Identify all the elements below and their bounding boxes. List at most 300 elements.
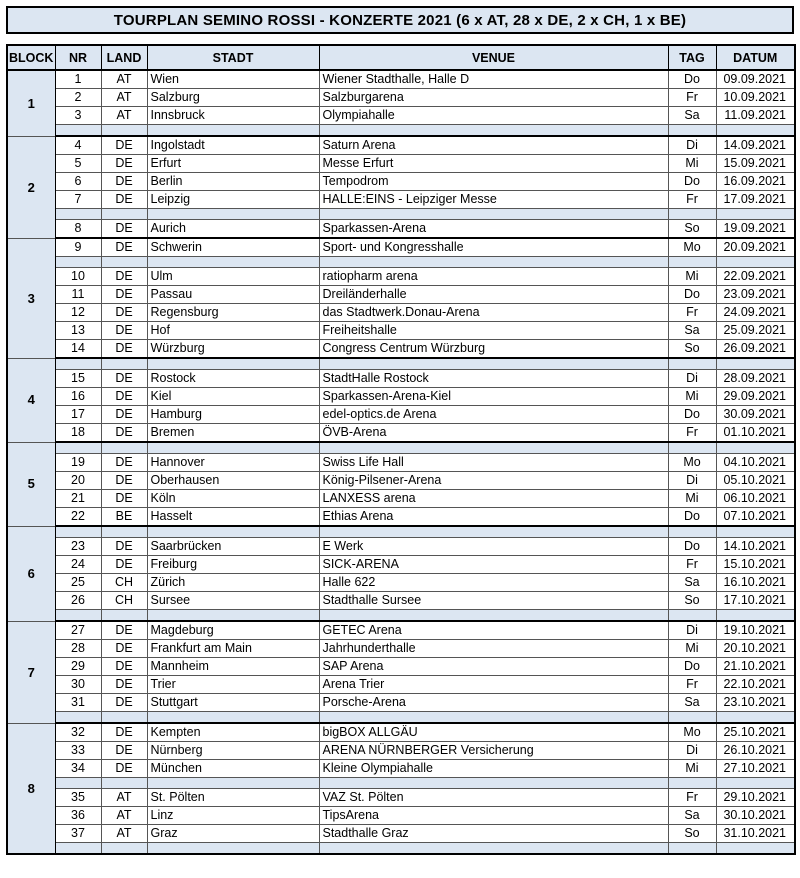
cell-stadt: Hof bbox=[147, 322, 319, 340]
cell-land: DE bbox=[101, 676, 147, 694]
cell-tag: Mi bbox=[668, 760, 716, 778]
cell-venue: Sparkassen-Arena bbox=[319, 220, 668, 239]
cell-nr: 26 bbox=[55, 592, 101, 610]
separator-row bbox=[7, 843, 795, 855]
cell-stadt: Oberhausen bbox=[147, 472, 319, 490]
cell-datum: 24.09.2021 bbox=[716, 304, 795, 322]
table-row bbox=[7, 388, 795, 406]
table-row bbox=[7, 424, 795, 443]
cell-tag: Mi bbox=[668, 388, 716, 406]
cell-nr: 20 bbox=[55, 472, 101, 490]
cell-stadt: Frankfurt am Main bbox=[147, 640, 319, 658]
cell-land: AT bbox=[101, 807, 147, 825]
cell-datum: 14.10.2021 bbox=[716, 538, 795, 556]
cell-datum: 17.09.2021 bbox=[716, 191, 795, 209]
separator-cell bbox=[319, 209, 668, 220]
separator-cell bbox=[101, 358, 147, 370]
cell-venue: SICK-ARENA bbox=[319, 556, 668, 574]
cell-venue: GETEC Arena bbox=[319, 621, 668, 640]
cell-stadt: Regensburg bbox=[147, 304, 319, 322]
separator-cell bbox=[147, 843, 319, 855]
cell-stadt: Hasselt bbox=[147, 508, 319, 527]
table-row bbox=[7, 268, 795, 286]
cell-nr: 36 bbox=[55, 807, 101, 825]
cell-datum: 29.10.2021 bbox=[716, 789, 795, 807]
cell-land: AT bbox=[101, 789, 147, 807]
separator-cell bbox=[147, 358, 319, 370]
separator-cell bbox=[319, 610, 668, 622]
cell-datum: 20.10.2021 bbox=[716, 640, 795, 658]
cell-land: AT bbox=[101, 107, 147, 125]
cell-venue: StadtHalle Rostock bbox=[319, 370, 668, 388]
separator-row bbox=[7, 442, 795, 454]
cell-datum: 27.10.2021 bbox=[716, 760, 795, 778]
separator-cell bbox=[55, 442, 101, 454]
cell-land: AT bbox=[101, 70, 147, 89]
separator-cell bbox=[101, 125, 147, 137]
cell-nr: 35 bbox=[55, 789, 101, 807]
separator-cell bbox=[147, 442, 319, 454]
separator-cell bbox=[716, 610, 795, 622]
table-row bbox=[7, 742, 795, 760]
cell-stadt: Kiel bbox=[147, 388, 319, 406]
block-label: 1 bbox=[7, 70, 55, 136]
cell-venue: Halle 622 bbox=[319, 574, 668, 592]
cell-nr: 15 bbox=[55, 370, 101, 388]
cell-land: DE bbox=[101, 538, 147, 556]
cell-nr: 28 bbox=[55, 640, 101, 658]
separator-cell bbox=[55, 526, 101, 538]
cell-tag: Mi bbox=[668, 640, 716, 658]
table-row bbox=[7, 286, 795, 304]
separator-cell bbox=[716, 209, 795, 220]
cell-tag: Fr bbox=[668, 676, 716, 694]
cell-tag: So bbox=[668, 220, 716, 239]
cell-nr: 18 bbox=[55, 424, 101, 443]
block-label: 8 bbox=[7, 723, 55, 854]
separator-row bbox=[7, 257, 795, 268]
cell-venue: VAZ St. Pölten bbox=[319, 789, 668, 807]
separator-cell bbox=[668, 712, 716, 724]
separator-cell bbox=[101, 778, 147, 789]
cell-datum: 07.10.2021 bbox=[716, 508, 795, 527]
separator-cell bbox=[716, 778, 795, 789]
cell-venue: HALLE:EINS - Leipziger Messe bbox=[319, 191, 668, 209]
table-row bbox=[7, 406, 795, 424]
cell-stadt: Rostock bbox=[147, 370, 319, 388]
cell-venue: Kleine Olympiahalle bbox=[319, 760, 668, 778]
cell-datum: 19.09.2021 bbox=[716, 220, 795, 239]
cell-venue: LANXESS arena bbox=[319, 490, 668, 508]
cell-nr: 30 bbox=[55, 676, 101, 694]
separator-cell bbox=[319, 442, 668, 454]
cell-venue: Tempodrom bbox=[319, 173, 668, 191]
separator-cell bbox=[319, 125, 668, 137]
cell-tag: Mi bbox=[668, 155, 716, 173]
cell-datum: 21.10.2021 bbox=[716, 658, 795, 676]
cell-tag: Mo bbox=[668, 723, 716, 742]
cell-tag: Mi bbox=[668, 268, 716, 286]
cell-nr: 31 bbox=[55, 694, 101, 712]
separator-cell bbox=[147, 778, 319, 789]
separator-cell bbox=[147, 712, 319, 724]
separator-row bbox=[7, 610, 795, 622]
cell-stadt: Ulm bbox=[147, 268, 319, 286]
separator-cell bbox=[668, 610, 716, 622]
cell-venue: Sparkassen-Arena-Kiel bbox=[319, 388, 668, 406]
header-nr: NR bbox=[55, 45, 101, 70]
cell-tag: Di bbox=[668, 370, 716, 388]
table-row bbox=[7, 173, 795, 191]
cell-venue: Stadthalle Sursee bbox=[319, 592, 668, 610]
table-row bbox=[7, 472, 795, 490]
cell-datum: 19.10.2021 bbox=[716, 621, 795, 640]
cell-land: DE bbox=[101, 406, 147, 424]
cell-land: DE bbox=[101, 370, 147, 388]
cell-datum: 28.09.2021 bbox=[716, 370, 795, 388]
cell-stadt: Freiburg bbox=[147, 556, 319, 574]
cell-land: DE bbox=[101, 694, 147, 712]
cell-nr: 8 bbox=[55, 220, 101, 239]
cell-nr: 4 bbox=[55, 136, 101, 155]
cell-nr: 27 bbox=[55, 621, 101, 640]
separator-cell bbox=[716, 358, 795, 370]
cell-tag: Sa bbox=[668, 807, 716, 825]
cell-stadt: München bbox=[147, 760, 319, 778]
separator-cell bbox=[668, 358, 716, 370]
cell-stadt: Würzburg bbox=[147, 340, 319, 359]
cell-nr: 12 bbox=[55, 304, 101, 322]
table-row bbox=[7, 89, 795, 107]
separator-cell bbox=[55, 125, 101, 137]
cell-venue: Ethias Arena bbox=[319, 508, 668, 527]
cell-land: DE bbox=[101, 760, 147, 778]
cell-venue: Arena Trier bbox=[319, 676, 668, 694]
table-row bbox=[7, 304, 795, 322]
cell-land: CH bbox=[101, 574, 147, 592]
cell-nr: 24 bbox=[55, 556, 101, 574]
cell-tag: Do bbox=[668, 538, 716, 556]
separator-row bbox=[7, 125, 795, 137]
separator-cell bbox=[668, 125, 716, 137]
table-row bbox=[7, 694, 795, 712]
cell-stadt: Magdeburg bbox=[147, 621, 319, 640]
cell-land: DE bbox=[101, 658, 147, 676]
separator-cell bbox=[101, 257, 147, 268]
cell-venue: Swiss Life Hall bbox=[319, 454, 668, 472]
separator-cell bbox=[101, 442, 147, 454]
header-datum: DATUM bbox=[716, 45, 795, 70]
cell-tag: Fr bbox=[668, 556, 716, 574]
separator-cell bbox=[147, 125, 319, 137]
cell-land: DE bbox=[101, 742, 147, 760]
separator-cell bbox=[101, 610, 147, 622]
cell-nr: 25 bbox=[55, 574, 101, 592]
cell-datum: 26.10.2021 bbox=[716, 742, 795, 760]
cell-datum: 01.10.2021 bbox=[716, 424, 795, 443]
cell-land: DE bbox=[101, 155, 147, 173]
cell-nr: 34 bbox=[55, 760, 101, 778]
block-label: 2 bbox=[7, 136, 55, 238]
cell-datum: 06.10.2021 bbox=[716, 490, 795, 508]
cell-stadt: Innsbruck bbox=[147, 107, 319, 125]
table-row bbox=[7, 760, 795, 778]
separator-cell bbox=[55, 257, 101, 268]
cell-stadt: Linz bbox=[147, 807, 319, 825]
table-row bbox=[7, 191, 795, 209]
cell-stadt: Aurich bbox=[147, 220, 319, 239]
cell-venue: Dreiländerhalle bbox=[319, 286, 668, 304]
cell-nr: 13 bbox=[55, 322, 101, 340]
separator-cell bbox=[716, 712, 795, 724]
cell-land: DE bbox=[101, 340, 147, 359]
cell-nr: 33 bbox=[55, 742, 101, 760]
cell-tag: Do bbox=[668, 286, 716, 304]
cell-land: DE bbox=[101, 640, 147, 658]
cell-tag: So bbox=[668, 340, 716, 359]
cell-venue: König-Pilsener-Arena bbox=[319, 472, 668, 490]
block-label: 6 bbox=[7, 526, 55, 621]
cell-datum: 25.09.2021 bbox=[716, 322, 795, 340]
cell-stadt: Ingolstadt bbox=[147, 136, 319, 155]
cell-nr: 5 bbox=[55, 155, 101, 173]
cell-stadt: Leipzig bbox=[147, 191, 319, 209]
cell-stadt: Salzburg bbox=[147, 89, 319, 107]
cell-datum: 15.09.2021 bbox=[716, 155, 795, 173]
cell-tag: Mi bbox=[668, 490, 716, 508]
cell-tag: So bbox=[668, 592, 716, 610]
cell-stadt: Mannheim bbox=[147, 658, 319, 676]
cell-land: DE bbox=[101, 268, 147, 286]
table-row bbox=[7, 107, 795, 125]
cell-nr: 10 bbox=[55, 268, 101, 286]
table-row bbox=[7, 825, 795, 843]
cell-datum: 23.10.2021 bbox=[716, 694, 795, 712]
table-row bbox=[7, 723, 795, 742]
cell-datum: 10.09.2021 bbox=[716, 89, 795, 107]
tour-table bbox=[6, 44, 796, 855]
cell-stadt: Hamburg bbox=[147, 406, 319, 424]
table-row bbox=[7, 155, 795, 173]
cell-land: DE bbox=[101, 191, 147, 209]
cell-nr: 22 bbox=[55, 508, 101, 527]
table-row bbox=[7, 556, 795, 574]
cell-stadt: Hannover bbox=[147, 454, 319, 472]
separator-row bbox=[7, 778, 795, 789]
cell-nr: 11 bbox=[55, 286, 101, 304]
header-row bbox=[7, 45, 795, 70]
cell-venue: Salzburgarena bbox=[319, 89, 668, 107]
cell-land: DE bbox=[101, 454, 147, 472]
cell-land: DE bbox=[101, 304, 147, 322]
cell-land: BE bbox=[101, 508, 147, 527]
cell-venue: Jahrhunderthalle bbox=[319, 640, 668, 658]
page-title: TOURPLAN SEMINO ROSSI - KONZERTE 2021 (6 x AT, 28 x DE, 2 x CH, 1 x BE) bbox=[6, 6, 794, 34]
cell-datum: 30.09.2021 bbox=[716, 406, 795, 424]
cell-venue: ÖVB-Arena bbox=[319, 424, 668, 443]
table-row bbox=[7, 490, 795, 508]
cell-stadt: Erfurt bbox=[147, 155, 319, 173]
cell-stadt: Zürich bbox=[147, 574, 319, 592]
cell-datum: 25.10.2021 bbox=[716, 723, 795, 742]
cell-venue: ratiopharm arena bbox=[319, 268, 668, 286]
cell-venue: edel-optics.de Arena bbox=[319, 406, 668, 424]
cell-datum: 22.10.2021 bbox=[716, 676, 795, 694]
cell-datum: 09.09.2021 bbox=[716, 70, 795, 89]
cell-nr: 21 bbox=[55, 490, 101, 508]
separator-cell bbox=[319, 843, 668, 855]
cell-datum: 14.09.2021 bbox=[716, 136, 795, 155]
separator-cell bbox=[319, 778, 668, 789]
separator-cell bbox=[319, 526, 668, 538]
cell-tag: Di bbox=[668, 621, 716, 640]
cell-stadt: Schwerin bbox=[147, 238, 319, 257]
block-label: 5 bbox=[7, 442, 55, 526]
cell-land: DE bbox=[101, 723, 147, 742]
table-row bbox=[7, 508, 795, 527]
cell-land: DE bbox=[101, 388, 147, 406]
cell-venue: bigBOX ALLGÄU bbox=[319, 723, 668, 742]
cell-datum: 15.10.2021 bbox=[716, 556, 795, 574]
table-row bbox=[7, 789, 795, 807]
cell-stadt: Kempten bbox=[147, 723, 319, 742]
tour-body bbox=[7, 70, 795, 854]
cell-land: DE bbox=[101, 556, 147, 574]
cell-datum: 20.09.2021 bbox=[716, 238, 795, 257]
cell-stadt: Graz bbox=[147, 825, 319, 843]
cell-tag: Fr bbox=[668, 789, 716, 807]
cell-tag: Fr bbox=[668, 424, 716, 443]
cell-stadt: Stuttgart bbox=[147, 694, 319, 712]
separator-cell bbox=[101, 843, 147, 855]
cell-tag: Sa bbox=[668, 574, 716, 592]
cell-stadt: Saarbrücken bbox=[147, 538, 319, 556]
separator-cell bbox=[716, 125, 795, 137]
cell-datum: 31.10.2021 bbox=[716, 825, 795, 843]
cell-venue: Stadthalle Graz bbox=[319, 825, 668, 843]
cell-stadt: Sursee bbox=[147, 592, 319, 610]
cell-land: AT bbox=[101, 825, 147, 843]
separator-cell bbox=[147, 257, 319, 268]
cell-datum: 16.09.2021 bbox=[716, 173, 795, 191]
cell-land: AT bbox=[101, 89, 147, 107]
cell-venue: Freiheitshalle bbox=[319, 322, 668, 340]
cell-tag: Fr bbox=[668, 304, 716, 322]
separator-cell bbox=[55, 358, 101, 370]
cell-stadt: Wien bbox=[147, 70, 319, 89]
cell-datum: 04.10.2021 bbox=[716, 454, 795, 472]
table-row bbox=[7, 807, 795, 825]
table-row bbox=[7, 592, 795, 610]
cell-tag: Sa bbox=[668, 107, 716, 125]
cell-stadt: Berlin bbox=[147, 173, 319, 191]
cell-tag: Do bbox=[668, 406, 716, 424]
separator-cell bbox=[716, 843, 795, 855]
separator-row bbox=[7, 209, 795, 220]
cell-tag: Do bbox=[668, 658, 716, 676]
cell-land: DE bbox=[101, 472, 147, 490]
table-row bbox=[7, 676, 795, 694]
separator-cell bbox=[716, 442, 795, 454]
cell-venue: TipsArena bbox=[319, 807, 668, 825]
table-row bbox=[7, 621, 795, 640]
cell-venue: Congress Centrum Würzburg bbox=[319, 340, 668, 359]
cell-nr: 1 bbox=[55, 70, 101, 89]
cell-nr: 7 bbox=[55, 191, 101, 209]
cell-stadt: Trier bbox=[147, 676, 319, 694]
cell-land: DE bbox=[101, 173, 147, 191]
header-stadt: STADT bbox=[147, 45, 319, 70]
cell-land: DE bbox=[101, 424, 147, 443]
cell-nr: 17 bbox=[55, 406, 101, 424]
cell-datum: 05.10.2021 bbox=[716, 472, 795, 490]
cell-venue: E Werk bbox=[319, 538, 668, 556]
separator-cell bbox=[101, 712, 147, 724]
cell-venue: Wiener Stadthalle, Halle D bbox=[319, 70, 668, 89]
cell-tag: Di bbox=[668, 742, 716, 760]
table-row bbox=[7, 322, 795, 340]
cell-tag: Mo bbox=[668, 238, 716, 257]
cell-tag: Fr bbox=[668, 191, 716, 209]
cell-land: CH bbox=[101, 592, 147, 610]
separator-cell bbox=[668, 843, 716, 855]
cell-nr: 37 bbox=[55, 825, 101, 843]
separator-cell bbox=[319, 712, 668, 724]
cell-tag: Di bbox=[668, 136, 716, 155]
cell-datum: 30.10.2021 bbox=[716, 807, 795, 825]
cell-venue: Olympiahalle bbox=[319, 107, 668, 125]
separator-cell bbox=[716, 257, 795, 268]
separator-cell bbox=[668, 442, 716, 454]
cell-datum: 29.09.2021 bbox=[716, 388, 795, 406]
block-label: 3 bbox=[7, 238, 55, 358]
separator-cell bbox=[668, 526, 716, 538]
cell-stadt: Passau bbox=[147, 286, 319, 304]
cell-tag: Do bbox=[668, 70, 716, 89]
cell-venue: ARENA NÜRNBERGER Versicherung bbox=[319, 742, 668, 760]
header-land: LAND bbox=[101, 45, 147, 70]
separator-cell bbox=[147, 526, 319, 538]
cell-tag: Sa bbox=[668, 694, 716, 712]
cell-nr: 6 bbox=[55, 173, 101, 191]
cell-tag: Fr bbox=[668, 89, 716, 107]
cell-stadt: St. Pölten bbox=[147, 789, 319, 807]
separator-cell bbox=[147, 610, 319, 622]
cell-venue: das Stadtwerk.Donau-Arena bbox=[319, 304, 668, 322]
cell-land: DE bbox=[101, 322, 147, 340]
cell-nr: 23 bbox=[55, 538, 101, 556]
block-label: 4 bbox=[7, 358, 55, 442]
separator-cell bbox=[716, 526, 795, 538]
separator-cell bbox=[55, 209, 101, 220]
separator-cell bbox=[668, 778, 716, 789]
separator-row bbox=[7, 712, 795, 724]
separator-cell bbox=[319, 358, 668, 370]
header-venue: VENUE bbox=[319, 45, 668, 70]
cell-nr: 9 bbox=[55, 238, 101, 257]
cell-datum: 22.09.2021 bbox=[716, 268, 795, 286]
cell-datum: 26.09.2021 bbox=[716, 340, 795, 359]
cell-nr: 14 bbox=[55, 340, 101, 359]
table-row bbox=[7, 136, 795, 155]
separator-row bbox=[7, 358, 795, 370]
cell-land: DE bbox=[101, 286, 147, 304]
separator-cell bbox=[101, 209, 147, 220]
cell-tag: Do bbox=[668, 173, 716, 191]
cell-tag: Do bbox=[668, 508, 716, 527]
cell-tag: Mo bbox=[668, 454, 716, 472]
cell-nr: 32 bbox=[55, 723, 101, 742]
